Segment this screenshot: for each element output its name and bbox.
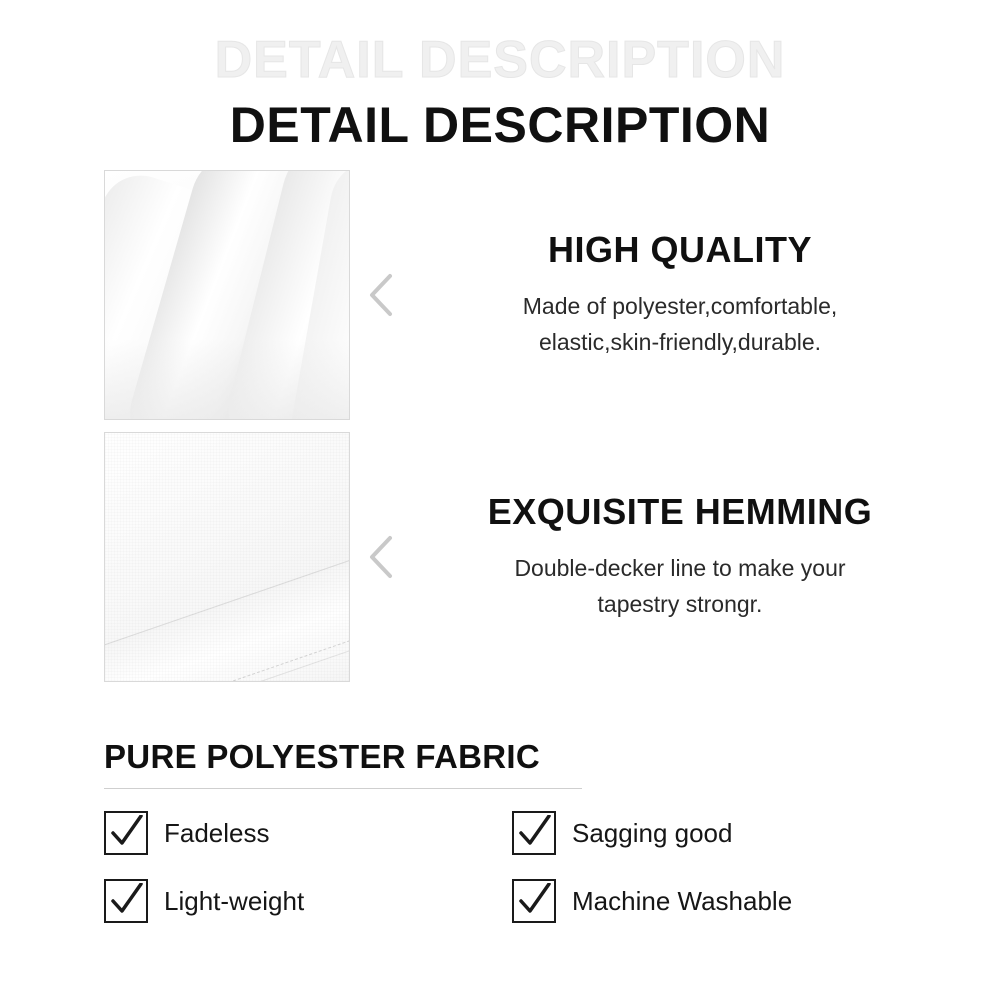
feature-checklist [104,811,894,923]
list-item [512,811,894,855]
feature-body-line: elastic,skin-friendly,durable. [538,329,822,355]
checklist-label: Light-weight [164,885,305,916]
ghost-page-title: DETAIL DESCRIPTION [214,31,786,89]
feature-body-line: tapestry strongr. [597,591,763,617]
fabric-hem-photo [104,432,350,682]
feature-body-line: Made of polyester,comfortable, [522,293,838,320]
feature-heading: EXQUISITE HEMMING [487,491,873,533]
fabric-summary-section [104,738,894,923]
checkmark-icon [512,879,556,923]
feature-text-exquisite-hemming [410,491,950,622]
chevron-left-icon [350,534,410,580]
checklist-label: Sagging good [572,817,733,848]
feature-body-line: Double-decker line to make your [514,555,846,582]
checklist-label: Fadeless [164,817,270,848]
section-title: PURE POLYESTER FABRIC [104,738,540,775]
fabric-grain-texture [105,433,349,681]
feature-body [410,551,950,622]
checkmark-icon [512,811,556,855]
feature-body [410,289,950,360]
checkmark-icon [104,811,148,855]
list-item [104,811,512,855]
feature-heading: HIGH QUALITY [548,229,812,271]
feature-text-high-quality [410,229,950,360]
checkmark-icon [104,879,148,923]
page-title: DETAIL DESCRIPTION [229,96,771,153]
feature-row-exquisite-hemming [104,432,950,682]
fabric-folds-photo [104,170,350,420]
photo-shadow [105,339,349,420]
feature-row-high-quality [104,170,950,420]
list-item [104,879,512,923]
checklist-label: Machine Washable [572,885,793,916]
chevron-left-icon [350,272,410,318]
list-item [512,879,894,923]
divider [104,788,582,789]
